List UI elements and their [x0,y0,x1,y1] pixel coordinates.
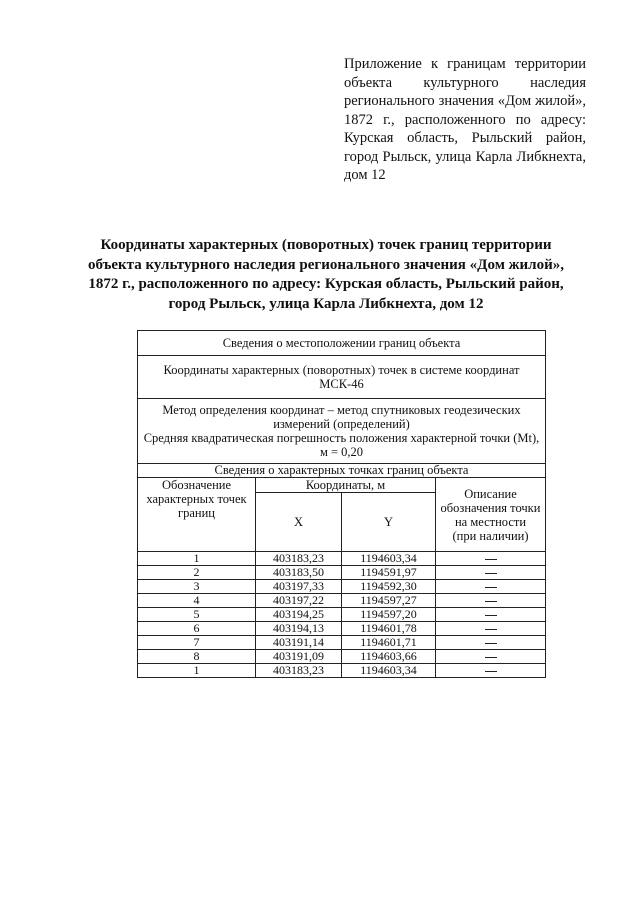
cell-description [436,622,546,636]
cell-y: 1194591,97 [342,566,436,580]
cell-description [436,664,546,678]
appendix-note: Приложение к границам территории объекта культурного наследия регионального значения «Дом жилой», 1872 г., расположенного по адресу: Курская область, Рыльский район, город Рыльск, улица Карла Либкнехта, дом 12 [344,56,586,183]
coordinates-table [137,330,546,678]
col-designation-header: Обозначение характерных точек границ [138,478,256,552]
cell-x: 403194,13 [256,622,342,636]
cell-x: 403197,22 [256,594,342,608]
cell-n: 7 [138,636,256,650]
dash-mark [485,587,497,588]
table-row [138,594,546,608]
table-row [138,622,546,636]
method-text: Метод определения координат – метод спутниковых геодезических измерений (определений) [162,403,521,431]
cell-y: 1194597,27 [342,594,436,608]
col-coords-header: Координаты, м [256,478,436,493]
col-x-header: X [256,493,342,552]
cell-n: 1 [138,552,256,566]
dash-mark [485,629,497,630]
section-location-header: Сведения о местоположении границ объекта [138,331,546,356]
cell-y: 1194603,66 [342,650,436,664]
cell-n: 4 [138,594,256,608]
cell-x: 403191,09 [256,650,342,664]
cell-x: 403197,33 [256,580,342,594]
cell-description [436,636,546,650]
dash-mark [485,671,497,672]
dash-mark [485,601,497,602]
section-points-header: Сведения о характерных точках границ объекта [138,464,546,478]
cell-y: 1194601,78 [342,622,436,636]
coord-system-header: Координаты характерных (поворотных) точек в системе координат МСК-46 [138,356,546,399]
cell-y: 1194603,34 [342,664,436,678]
method-cell [138,399,546,464]
document-title: Координаты характерных (поворотных) точек границ территории объекта культурного наследия регионального значения «Дом жилой», 1872 г., расположенного по адресу: Курская область, Рыльский район, город Рыльск, улица Карла Либкнехта, дом 12 [88,237,564,312]
cell-n: 1 [138,664,256,678]
cell-y: 1194592,30 [342,580,436,594]
table-row [138,608,546,622]
cell-y: 1194601,71 [342,636,436,650]
cell-x: 403183,23 [256,552,342,566]
dash-mark [485,573,497,574]
cell-x: 403194,25 [256,608,342,622]
cell-description [436,608,546,622]
col-description-note: (при наличии) [452,528,529,543]
cell-n: 2 [138,566,256,580]
dash-mark [485,615,497,616]
cell-x: 403191,14 [256,636,342,650]
table-row [138,650,546,664]
cell-description [436,594,546,608]
cell-description [436,552,546,566]
table-row [138,664,546,678]
table-row [138,566,546,580]
table-row [138,552,546,566]
table-row [138,580,546,594]
cell-n: 8 [138,650,256,664]
dash-mark [485,643,497,644]
cell-y: 1194603,34 [342,552,436,566]
cell-n: 5 [138,608,256,622]
table-row [138,636,546,650]
cell-n: 6 [138,622,256,636]
cell-description [436,650,546,664]
col-description-text: Описание обозначения точки на местности [440,486,541,529]
cell-description [436,580,546,594]
col-description-header [436,478,546,552]
dash-mark [485,559,497,560]
cell-x: 403183,50 [256,566,342,580]
cell-n: 3 [138,580,256,594]
cell-description [436,566,546,580]
dash-mark [485,657,497,658]
col-y-header: Y [342,493,436,552]
cell-y: 1194597,20 [342,608,436,622]
error-text: Средняя квадратическая погрешность положения характерной точки (Mt), м = 0,20 [143,431,540,459]
cell-x: 403183,23 [256,664,342,678]
